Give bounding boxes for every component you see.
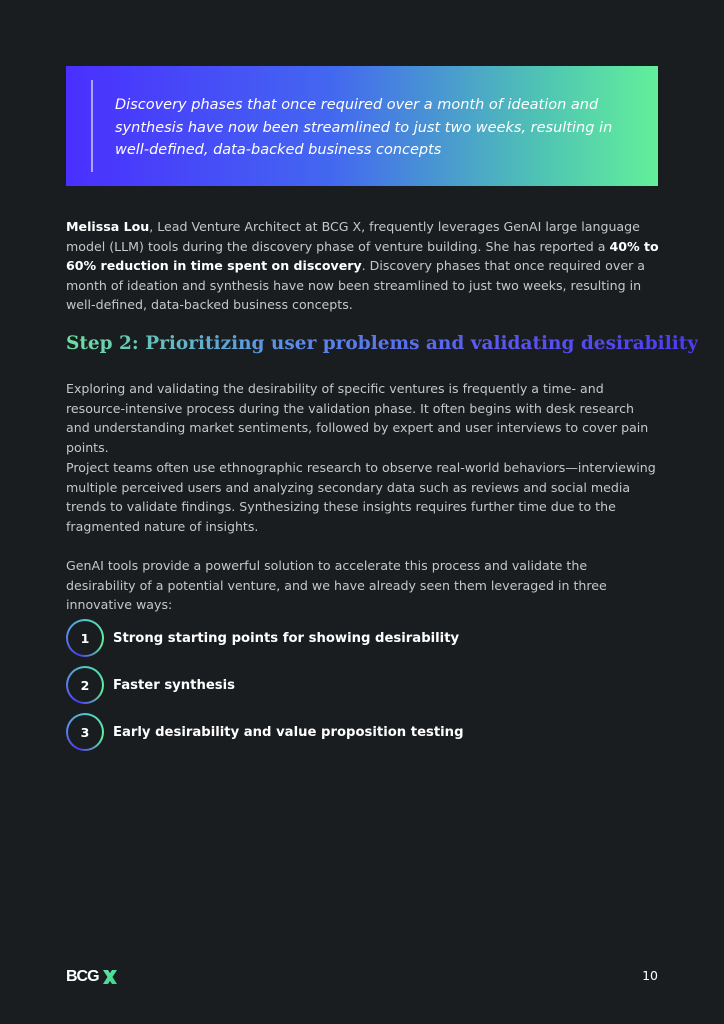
intro-paragraph [66,217,660,315]
number-badge [66,619,104,657]
list-item [66,666,626,704]
intro-rest-text: . Discovery phases that once required over a month of ideation and synthesis have now been streamlined to just two weeks, resulting in well-defined, data-backed business concepts. [66,258,645,312]
step-heading: Step 2: Prioritizing user problems and validating desirability [66,333,699,354]
paragraph: GenAI tools provide a powerful solution to accelerate this process and validate the desirability of a potential venture, and we have already seen them leveraged in three innovative ways: [66,558,607,612]
list-item-label: Faster synthesis [113,677,236,693]
x-mark-icon [101,968,119,986]
list-item [66,713,626,751]
list-item-label: Strong starting points for showing desirability [113,630,460,646]
number-badge-label: 1 [68,621,102,655]
paragraph: Exploring and validating the desirability of specific ventures is frequently a time- and resource-intensive process during the validation phase. It often begins with desk research and understanding market sentiments, followed by expert and user interviews to cover pain points. [66,381,649,455]
paragraph: Project teams often use ethnographic research to observe real-world behaviors—interviewing multiple perceived users and analyzing secondary data such as reviews and social media trends to validate findings. Synthesizing these insights requires further time due to the fragmented nature of insights. [66,460,656,534]
pull-quote-text: Discovery phases that once required over a month of ideation and synthesis have now been streamlined to just two weeks, resulting in well-defined, data-backed business concepts [115,97,613,158]
logo-text: BCG [66,968,99,985]
page-number: 10 [642,968,658,983]
number-badge [66,666,104,704]
number-badge-label: 2 [68,668,102,702]
list-item-label: Early desirability and value proposition testing [113,724,464,740]
quote-bar [91,80,93,172]
intro-role-text: , Lead Venture Architect at BCG X, frequently leverages GenAI large language model (LLM) tools during the discovery phase of venture building. She has reported a [66,219,640,254]
list-item [66,619,626,657]
number-badge [66,713,104,751]
number-badge-label: 3 [68,715,102,749]
numbered-list [66,619,626,760]
bcg-x-logo [66,968,119,986]
pull-quote-box [66,66,658,186]
person-name: Melissa Lou [66,219,150,234]
intro-highlight: 40% to 60% reduction in time spent on discovery [66,238,659,273]
